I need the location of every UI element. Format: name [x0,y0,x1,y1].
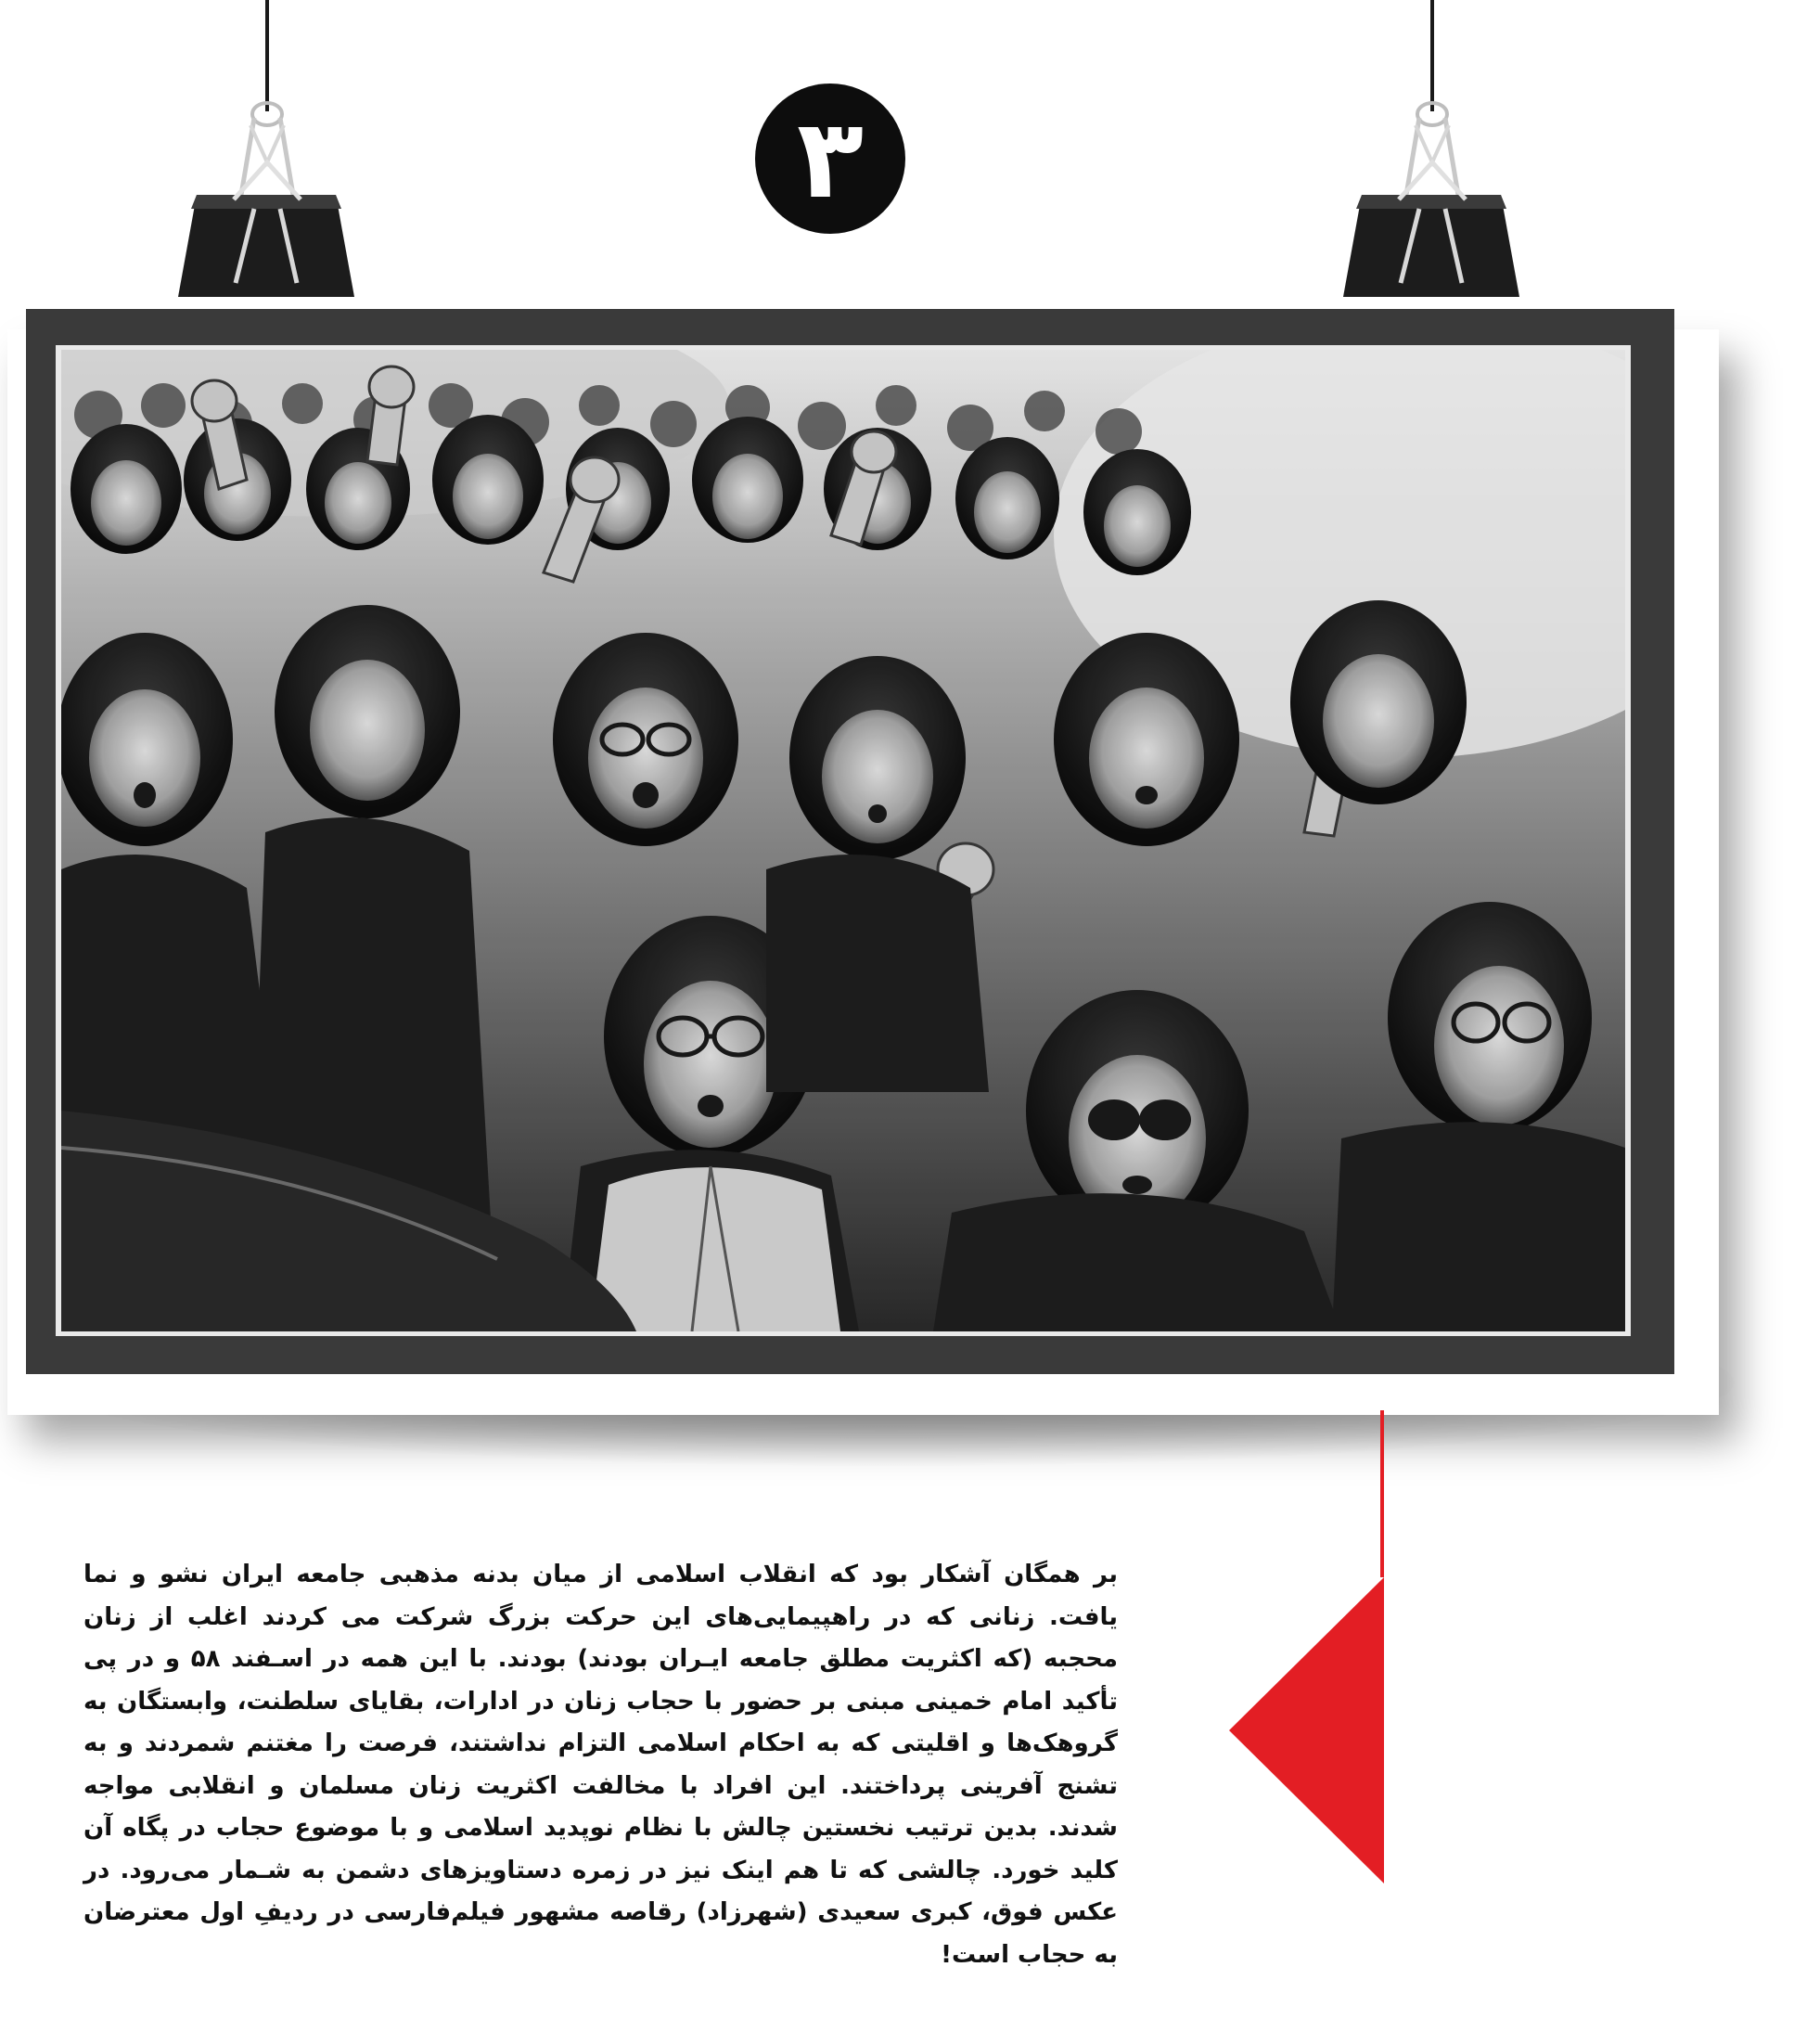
protest-crowd-illustration [61,350,1625,1331]
section-number-badge: ۳ [755,84,905,234]
left-hanging-string [265,0,269,111]
article-body [83,1554,1118,1976]
left-binder-clip-icon [178,97,354,297]
protest-crowd-photo [61,350,1625,1331]
red-pointer-line [1380,1410,1384,1577]
article-paragraph: بر همگان آشکار بود که انقلاب اسلامی از میان بدنه مذهبی جامعه ایران نشو و نما یافت. زنانی که در راهپیمایی‌های این حرکت بزرگ شرکت می کردند اغلب از زنان محجبه (که اکثریت مطلق جامعه ایـران بودند) بودند. با این همه در اسـفند ۵۸ و در پی تأکید امام خمینی مبنی بر حضور با حجاب زنان در ادارات، بقایای سلطنت، وابستگان به گروهک‌ها و اقلیتی که به احکام اسلامی التزام نداشتند، فرصت را مغتنم شمردند و به تشنج آفرینی پرداختند. این افراد با مخالفت اکثریت زنان مسلمان و انقلابی مواجه شدند. بدین ترتیب نخستین چالش با نظام نوپدید اسلامی و با موضوع حجاب در پگاه آن کلید خورد. چالشی که تا هم اینک نیز در زمره دستاویزهای دشمن به شـمار می‌رود. در عکس فوق، کبری سعیدی (شهرزاد) رقاصه مشهور فیلم‌فارسی در ردیفِ اول معترضان به حجاب است! [83,1561,1118,1969]
right-binder-clip-icon [1343,97,1519,297]
right-hanging-string [1430,0,1434,111]
red-pointer-triangle-icon [1229,1577,1387,1883]
